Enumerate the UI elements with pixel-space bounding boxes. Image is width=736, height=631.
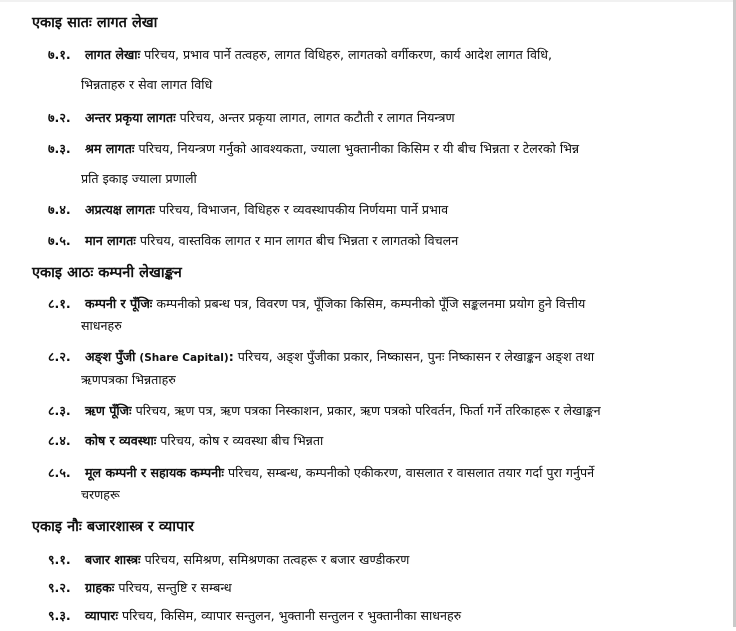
item-text-continued: भिन्नताहरु र सेवा लागत विधि	[81, 77, 213, 92]
list-item	[48, 226, 708, 256]
item-text: परिचय, ऋण पत्र, ऋण पत्रका निस्काशन, प्रकार, ऋण पत्रको परिवर्तन, फिर्ता गर्ने तरिकाहरू र लेखाङ्कन	[135, 403, 601, 418]
list-item	[48, 103, 708, 133]
item-number: ८.५.	[48, 465, 71, 480]
list-item	[48, 545, 708, 575]
item-text: परिचय, किसिम, व्यापार सन्तुलन, भुक्तानी सन्तुलन र भुक्तानीका साधनहरु	[122, 608, 462, 623]
item-number: ८.२.	[48, 349, 71, 364]
item-number: ९.३.	[48, 608, 71, 623]
item-first-line	[48, 426, 708, 456]
list-item	[48, 573, 708, 603]
item-text: परिचय, सन्तुष्टि र सम्बन्ध	[118, 580, 232, 595]
item-title: कम्पनी र पूँजिः	[85, 296, 153, 311]
item-first-line	[48, 573, 708, 603]
list-item	[48, 293, 708, 337]
item-text: परिचय, विभाजन, विधिहरु र व्यवस्थापकीय निर्णयमा पार्ने प्रभाव	[158, 202, 449, 217]
item-text: परिचय, प्रभाव पार्ने तत्वहरु, लागत विधिहरु, लागतको वर्गीकरण, कार्य आदेश लागत विधि,	[144, 47, 553, 62]
item-title: ग्राहकः	[85, 580, 115, 595]
item-number: ९.२.	[48, 580, 71, 595]
list-item	[48, 396, 708, 426]
item-first-line	[48, 293, 708, 315]
item-number: ८.१.	[48, 296, 71, 311]
item-first-line	[48, 396, 708, 426]
list-item	[48, 195, 708, 225]
item-text: परिचय, अङ्श पुँजीका प्रकार, निष्कासन, पुनः निष्कासन र लेखाङ्कन अङ्श तथा	[237, 349, 595, 364]
item-text: परिचय, वास्तविक लागत र मान लागत बीच भिन्नता र लागतको विचलन	[139, 233, 459, 248]
item-first-line	[48, 346, 708, 369]
item-title: अन्तर प्रकृया लागतः	[85, 110, 176, 125]
item-first-line	[48, 226, 708, 256]
list-item	[48, 346, 708, 391]
item-first-line	[48, 134, 708, 164]
item-number: ७.१.	[48, 47, 71, 62]
list-item	[48, 40, 708, 100]
item-text-continued: ऋणपत्रका भिन्नताहरु	[81, 372, 176, 387]
list-item	[48, 426, 708, 456]
item-number: ७.३.	[48, 141, 71, 156]
list-item	[48, 134, 708, 194]
item-title: कोष र व्यवस्थाः	[85, 433, 157, 448]
item-title: मूल कम्पनी र सहायक कम्पनीः	[85, 465, 224, 480]
item-title: ऋण पूँजिः	[85, 403, 132, 418]
item-first-line	[48, 40, 708, 70]
item-title: बजार शास्त्रः	[85, 552, 141, 567]
item-text: परिचय, सम्बन्ध, कम्पनीको एकीकरण, वासलात र वासलात तयार गर्दा पुरा गर्नुपर्ने	[227, 465, 595, 480]
item-title: लागत लेखाः	[85, 47, 141, 62]
item-title: मान लागतः	[85, 233, 136, 248]
item-number: ७.२.	[48, 110, 71, 125]
item-text-continued: प्रति इकाइ ज्याला प्रणाली	[81, 171, 197, 186]
item-first-line	[48, 103, 708, 133]
unit-heading: एकाइ आठः कम्पनी लेखाङ्कन	[32, 265, 182, 281]
item-title: व्यापारः	[85, 608, 118, 623]
item-text: परिचय, अन्तर प्रकृया लागत, लागत कटौती र लागत नियन्त्रण	[179, 110, 455, 125]
item-text: कम्पनीको प्रबन्ध पत्र, विवरण पत्र, पूँजिका किसिम, कम्पनीको पूँजि सङ्कलनमा प्रयोग हुने वित्तीय	[156, 296, 586, 311]
item-first-line	[48, 462, 708, 484]
item-text: परिचय, समिश्रण, समिश्रणका तत्वहरू र बजार खण्डीकरण	[144, 552, 410, 567]
item-number: ८.४.	[48, 433, 71, 448]
item-text: परिचय, कोष र व्यवस्था बीच भिन्नता	[160, 433, 324, 448]
item-text-continued: साधनहरु	[81, 318, 122, 333]
list-item	[48, 462, 708, 506]
item-text-continued: चरणहरू	[81, 487, 120, 502]
unit-heading: एकाइ नौः बजारशास्त्र र व्यापार	[32, 519, 194, 535]
item-number: ७.५.	[48, 233, 71, 248]
item-first-line	[48, 545, 708, 575]
item-title-colon: :	[228, 349, 234, 364]
item-number: ८.३.	[48, 403, 71, 418]
item-subtitle: (Share Capital)	[139, 352, 229, 364]
item-title: श्रम लागतः	[85, 141, 135, 156]
item-first-line	[48, 195, 708, 225]
item-text: परिचय, नियन्त्रण गर्नुको आवश्यकता, ज्याला भुक्तानीका किसिम र यी बीच भिन्नता र टेलरको भिन्न	[138, 141, 580, 156]
item-title: अप्रत्यक्ष लागतः	[85, 202, 155, 217]
item-number: ७.४.	[48, 202, 71, 217]
item-number: ९.१.	[48, 552, 71, 567]
unit-heading: एकाइ सातः लागत लेखा	[32, 15, 158, 31]
item-title: अङ्श पुँजी	[85, 349, 136, 364]
